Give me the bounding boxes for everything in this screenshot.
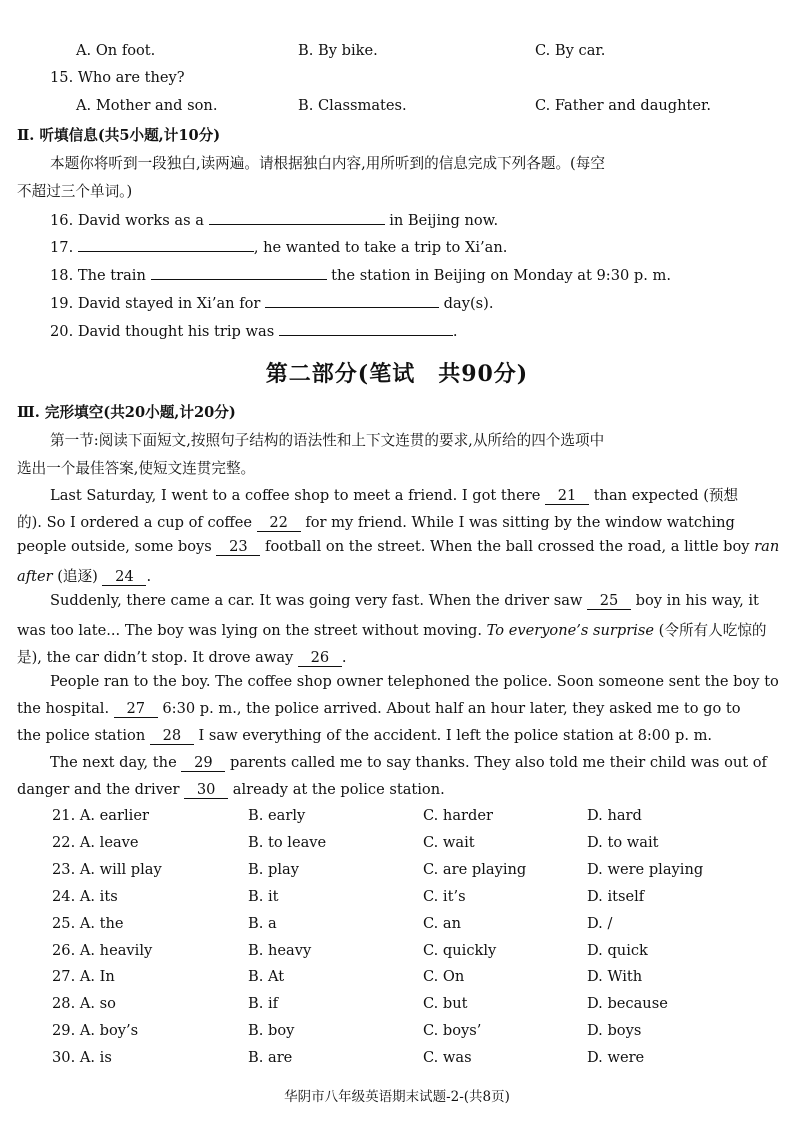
choice-item-a[interactable]: 28. A. so bbox=[52, 995, 116, 1013]
choice-item-c[interactable]: C. it’s bbox=[423, 887, 466, 905]
choice-item-b[interactable]: B. to leave bbox=[248, 833, 327, 851]
choice-item-b[interactable]: B. it bbox=[248, 887, 279, 905]
q20 bbox=[50, 320, 457, 340]
q15-stem: 15. Who are they? bbox=[50, 69, 185, 86]
passage-line-10 bbox=[17, 727, 712, 745]
passage-italic: To everyone’s surprise bbox=[486, 622, 655, 639]
section3-heading: Ⅲ. 完形填空(共20小题,计20分) bbox=[17, 404, 236, 421]
q17 bbox=[50, 236, 507, 256]
passage-line-3 bbox=[17, 538, 779, 556]
section2-heading: Ⅱ. 听填信息(共5小题,计10分) bbox=[17, 127, 221, 144]
choice-item-b[interactable]: B. if bbox=[248, 995, 279, 1013]
passage-text: the hospital. bbox=[17, 700, 110, 717]
q19-post: day(s). bbox=[443, 295, 494, 312]
passage-text: than expected (预想 bbox=[593, 487, 739, 504]
q19-pre: 19. David stayed in Xi’an for bbox=[50, 295, 261, 312]
q15-option-a: A. Mother and son. bbox=[76, 97, 218, 114]
section2-instr2: 不超过三个单词。) bbox=[17, 183, 133, 200]
choice-item-a[interactable]: 30. A. is bbox=[52, 1049, 112, 1067]
page-footer: 华阴市八年级英语期末试题-2-(共8页) bbox=[284, 1089, 510, 1105]
q18 bbox=[50, 264, 671, 284]
choice-item-c[interactable]: C. wait bbox=[423, 833, 475, 851]
passage-line-4 bbox=[17, 565, 151, 586]
choice-item-a[interactable]: 24. A. its bbox=[52, 887, 118, 905]
q17-blank[interactable] bbox=[78, 236, 254, 252]
passage-text: people outside, some boys bbox=[17, 538, 212, 555]
choice-item-b[interactable]: B. play bbox=[248, 860, 299, 878]
blank-27[interactable]: 27 bbox=[114, 700, 158, 718]
blank-22[interactable]: 22 bbox=[257, 514, 301, 532]
blank-30[interactable]: 30 bbox=[184, 781, 228, 799]
choice-item-c[interactable]: C. harder bbox=[423, 807, 493, 824]
passage-italic: ran bbox=[754, 538, 780, 555]
choice-item-a[interactable]: 21. A. earlier bbox=[52, 807, 149, 824]
choice-item-b[interactable]: B. boy bbox=[248, 1022, 295, 1040]
blank-26[interactable]: 26 bbox=[298, 649, 342, 667]
q16-post: in Beijing now. bbox=[389, 212, 499, 229]
blank-28[interactable]: 28 bbox=[150, 727, 194, 745]
passage-text: Suddenly, there came a car. It was going very fast. When the driver saw bbox=[50, 592, 583, 609]
choice-item-c[interactable]: C. boys’ bbox=[423, 1022, 482, 1040]
q17-pre: 17. bbox=[50, 239, 74, 256]
choice-item-d[interactable]: D. / bbox=[587, 914, 613, 932]
choice-item-d[interactable]: D. quick bbox=[587, 941, 648, 959]
passage-text: Last Saturday, I went to a coffee shop to meet a friend. I got there bbox=[50, 487, 541, 504]
section3-instr2: 选出一个最佳答案,使短文连贯完整。 bbox=[17, 460, 256, 477]
q17-post: , he wanted to take a trip to Xi’an. bbox=[253, 239, 508, 256]
passage-text: . bbox=[146, 568, 152, 585]
passage-line-6 bbox=[17, 619, 767, 640]
q16-blank[interactable] bbox=[209, 209, 385, 225]
q14-option-c: C. By car. bbox=[535, 42, 606, 59]
passage-text: 是), the car didn’t stop. It drove away bbox=[17, 649, 294, 666]
passage-line-7 bbox=[17, 646, 347, 667]
choice-item-d[interactable]: D. were bbox=[587, 1049, 645, 1067]
choice-item-d[interactable]: D. With bbox=[587, 968, 643, 986]
q18-blank[interactable] bbox=[151, 264, 327, 280]
choice-item-a[interactable]: 25. A. the bbox=[52, 914, 124, 932]
q14-option-a: A. On foot. bbox=[76, 42, 156, 59]
passage-text: boy in his way, it bbox=[635, 592, 759, 609]
passage-italic: after bbox=[17, 568, 53, 585]
passage-line-11 bbox=[50, 754, 767, 772]
choice-item-c[interactable]: C. was bbox=[423, 1049, 472, 1067]
passage-text: (追逐) bbox=[57, 568, 98, 585]
passage-text: I saw everything of the accident. I left the police station at 8:00 p. m. bbox=[198, 727, 713, 744]
choice-item-c[interactable]: C. an bbox=[423, 914, 462, 932]
q20-pre: 20. David thought his trip was bbox=[50, 323, 275, 340]
passage-line-1 bbox=[50, 484, 738, 505]
q20-blank[interactable] bbox=[279, 320, 453, 336]
q16-pre: 16. David works as a bbox=[50, 212, 204, 229]
blank-21[interactable]: 21 bbox=[545, 487, 589, 505]
blank-25[interactable]: 25 bbox=[587, 592, 631, 610]
passage-text: (令所有人吃惊的 bbox=[658, 622, 767, 639]
passage-line-5 bbox=[50, 592, 759, 610]
blank-29[interactable]: 29 bbox=[181, 754, 225, 772]
choice-item-b[interactable]: B. are bbox=[248, 1049, 293, 1067]
passage-line-8: People ran to the boy. The coffee shop owner telephoned the police. Soon someone sent the boy to bbox=[50, 673, 779, 690]
q18-pre: 18. The train bbox=[50, 267, 146, 284]
passage-text: already at the police station. bbox=[232, 781, 445, 798]
choice-item-a[interactable]: 27. A. In bbox=[52, 968, 115, 986]
choice-item-a[interactable]: 22. A. leave bbox=[52, 833, 139, 851]
passage-line-2 bbox=[17, 511, 735, 532]
choice-item-d[interactable]: D. were playing bbox=[587, 860, 704, 878]
passage-text: 6:30 p. m., the police arrived. About half an hour later, they asked me to go to bbox=[162, 700, 741, 717]
choice-item-c[interactable]: C. On bbox=[423, 968, 465, 986]
q20-post: . bbox=[452, 323, 458, 340]
choice-item-a[interactable]: 26. A. heavily bbox=[52, 941, 153, 959]
choice-item-a[interactable]: 23. A. will play bbox=[52, 860, 162, 878]
passage-text: . bbox=[341, 649, 347, 666]
q16 bbox=[50, 209, 498, 229]
passage-text: parents called me to say thanks. They also told me their child was out of bbox=[230, 754, 767, 771]
q14-option-b: B. By bike. bbox=[298, 42, 378, 59]
passage-text: danger and the driver bbox=[17, 781, 180, 798]
passage-text: The next day, the bbox=[50, 754, 177, 771]
part2-title: 第二部分(笔试 共90分) bbox=[265, 361, 529, 387]
passage-text: 的). So I ordered a cup of coffee bbox=[17, 514, 253, 531]
passage-text: football on the street. When the ball crossed the road, a little boy bbox=[265, 538, 750, 555]
section3-instr1: 第一节:阅读下面短文,按照句子结构的语法性和上下文连贯的要求,从所给的四个选项中 bbox=[50, 432, 605, 449]
q19 bbox=[50, 292, 493, 312]
section2-instr1: 本题你将听到一段独白,读两遍。请根据独白内容,用所听到的信息完成下列各题。(每空 bbox=[50, 155, 605, 172]
choice-item-d[interactable]: D. boys bbox=[587, 1022, 642, 1040]
choice-item-b[interactable]: B. early bbox=[248, 807, 306, 824]
choice-item-d[interactable]: D. because bbox=[587, 995, 668, 1013]
q18-post: the station in Beijing on Monday at 9:30 p. m. bbox=[331, 267, 672, 284]
choice-item-d[interactable]: D. hard bbox=[587, 807, 642, 824]
q15-option-c: C. Father and daughter. bbox=[535, 97, 712, 114]
q19-blank[interactable] bbox=[265, 292, 439, 308]
passage-text: for my friend. While I was sitting by the window watching bbox=[305, 514, 735, 531]
passage-line-12 bbox=[17, 781, 445, 799]
choice-item-b[interactable]: B. heavy bbox=[248, 941, 312, 959]
choice-item-d[interactable]: D. itself bbox=[587, 887, 645, 905]
choice-item-b[interactable]: B. a bbox=[248, 914, 277, 932]
choice-item-b[interactable]: B. At bbox=[248, 968, 285, 986]
blank-24[interactable]: 24 bbox=[102, 568, 146, 586]
passage-line-9 bbox=[17, 700, 741, 718]
choice-item-d[interactable]: D. to wait bbox=[587, 833, 659, 851]
q15-option-b: B. Classmates. bbox=[298, 97, 407, 114]
blank-23[interactable]: 23 bbox=[216, 538, 260, 556]
passage-text: was too late... The boy was lying on the street without moving. bbox=[17, 622, 483, 639]
choice-item-c[interactable]: C. are playing bbox=[423, 860, 527, 878]
choice-item-c[interactable]: C. but bbox=[423, 995, 468, 1013]
choice-item-a[interactable]: 29. A. boy’s bbox=[52, 1022, 139, 1040]
choice-item-c[interactable]: C. quickly bbox=[423, 941, 497, 959]
passage-text: the police station bbox=[17, 727, 146, 744]
